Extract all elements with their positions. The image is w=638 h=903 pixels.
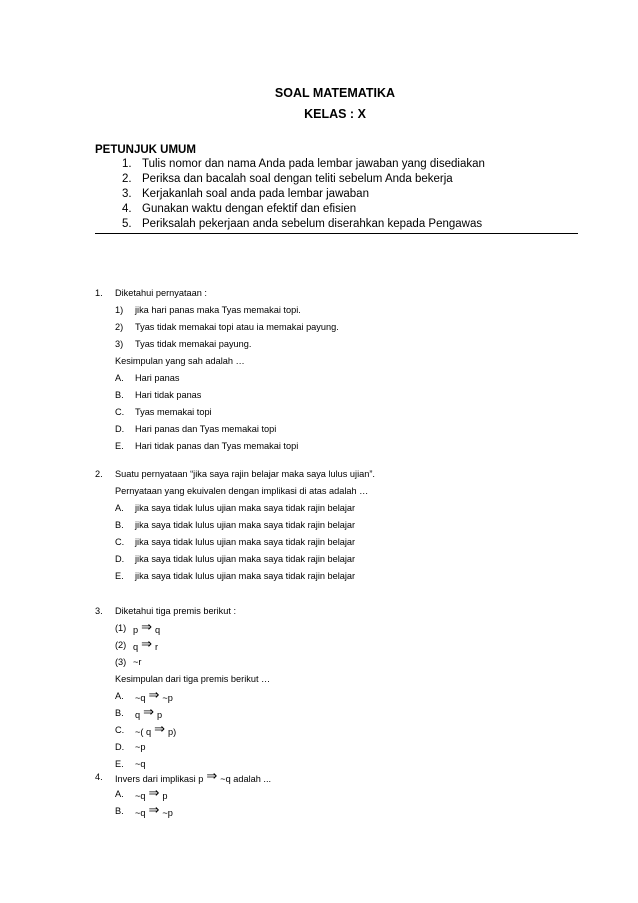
instructions-list bbox=[122, 157, 485, 232]
implies-icon: ⇒ bbox=[143, 704, 155, 719]
implies-icon: ⇒ bbox=[148, 785, 160, 800]
exam-page: SOAL MATEMATIKA KELAS : X PETUNJUK UMUM 1. Tulis nomor dan nama Anda pada lembar jawaban yang disediakan 2. Periksa dan bacalah soal dengan teliti sebelum Anda bekerja 3. Kerjakanlah soal anda pada lembar jawaban 4. Gunakan waktu dengan efektif dan efisien 5. Periksalah pekerjaan anda sebelum diserahkan kepada Pengawas 1. Diketahui pernyataan : 1) jika hari panas maka Tyas memakai topi. 2) Tyas tidak memakai topi atau ia memakai payung. 3) Tyas tidak memakai payung. Kesimpulan yang sah adalah … A. Hari panas B. Hari tidak panas C. Tyas memakai topi D. Hari panas dan Tyas memakai topi E. Hari tidak panas dan Tyas memakai topi 2. Suatu pernyataan “jika saya rajin belajar maka saya lulus ujian”. Pernyataan yang ekuivalen dengan implikasi di atas adalah … A. jika saya tidak lulus ujian maka saya tidak rajin belajar B. jika saya tidak lulus ujian maka saya tidak rajin belajar C. jika saya tidak lulus ujian maka saya tidak rajin belajar D. jika saya tidak lulus ujian maka saya tidak rajin belajar E. jika saya tidak lulus ujian maka saya tidak rajin belajar 3. Diketahui tiga premis berikut : (1) p ⇒ q (2) q ⇒ r (3) ~r Kesimpulan dari tiga premis berikut … A. ~q ⇒ ~p B. q ⇒ p C. ~( q ⇒ p) D. ~p E. ~q 4. Invers dari implikasi p ⇒ ~q adalah ... A. ~q ⇒ p B. ~q ⇒ ~p bbox=[0, 0, 638, 903]
implies-icon: ⇒ bbox=[148, 687, 160, 702]
class-label: KELAS : X bbox=[304, 107, 366, 121]
implies-icon: ⇒ bbox=[141, 619, 153, 634]
instruction-item: 5. Periksalah pekerjaan anda sebelum diserahkan kepada Pengawas bbox=[122, 218, 483, 230]
instruction-item: 4. Gunakan waktu dengan efektif dan efisien bbox=[122, 203, 357, 215]
instruction-item: 2. Periksa dan bacalah soal dengan teliti sebelum Anda bekerja bbox=[122, 173, 453, 185]
implies-icon: ⇒ bbox=[141, 636, 153, 651]
implies-icon: ⇒ bbox=[154, 721, 165, 736]
page-title: SOAL MATEMATIKA bbox=[274, 86, 396, 100]
implies-icon: ⇒ bbox=[148, 802, 160, 817]
instructions-heading: PETUNJUK UMUM bbox=[95, 144, 196, 156]
implies-icon: ⇒ bbox=[206, 768, 218, 783]
instruction-item: 3. Kerjakanlah soal anda pada lembar jawaban bbox=[122, 188, 369, 200]
divider-line bbox=[95, 233, 578, 234]
instruction-item: 1. Tulis nomor dan nama Anda pada lembar jawaban yang disediakan bbox=[122, 158, 485, 170]
